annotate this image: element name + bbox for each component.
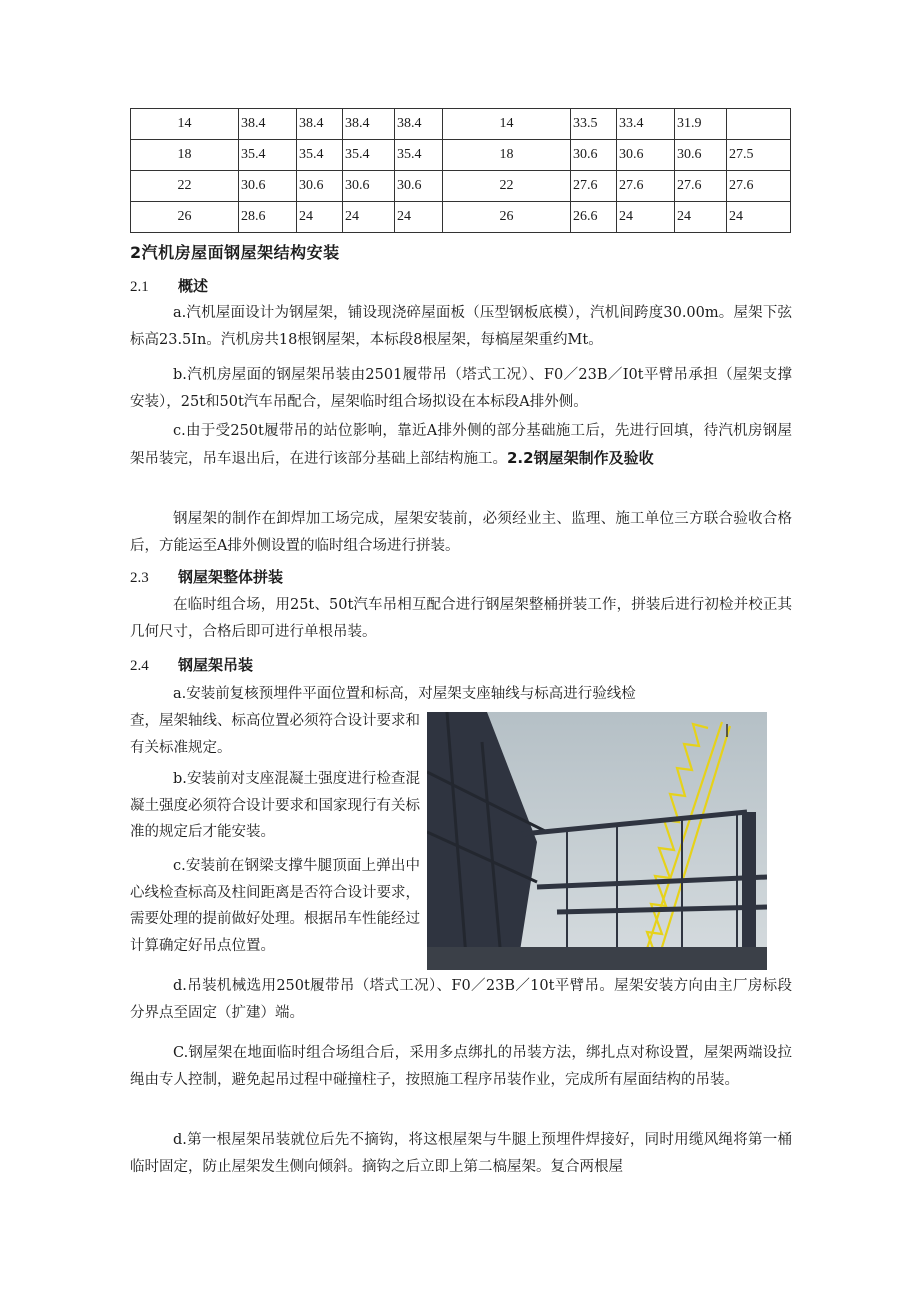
table-row [131, 140, 791, 171]
section-number: 2.1 [130, 279, 149, 295]
table-cell: 35.4 [239, 140, 297, 171]
table-cell: 27.6 [727, 171, 791, 202]
table-cell: 38.4 [343, 109, 395, 140]
table-row [131, 171, 791, 202]
paragraph-text: c.由于受250t履带吊的站位影响，靠近A排外侧的部分基础施工后，先进行回填，待汽机房钢屋架吊装完，吊车退出后，在进行该部分基础上部结构施工。 [130, 423, 792, 467]
table-cell: 24 [343, 202, 395, 233]
section-title: 概述 [178, 277, 209, 295]
table-cell: 18 [131, 140, 239, 171]
table-cell: 22 [443, 171, 571, 202]
table-cell: 28.6 [239, 202, 297, 233]
section-heading-2-4 [130, 654, 253, 675]
table-cell: 26 [443, 202, 571, 233]
table-cell: 24 [617, 202, 675, 233]
table-cell: 24 [675, 202, 727, 233]
section-heading-2-2: 2.2钢屋架制作及验收 [507, 448, 654, 467]
table-cell: 14 [131, 109, 239, 140]
table-cell: 24 [395, 202, 443, 233]
table-cell: 31.9 [675, 109, 727, 140]
table-cell: 22 [131, 171, 239, 202]
table-cell: 27.6 [571, 171, 617, 202]
table-cell: 26.6 [571, 202, 617, 233]
table-body [131, 109, 791, 233]
paragraph-2-4-b: b.安装前对支座混凝土强度进行检查混凝土强度必须符合设计要求和国家现行有关标准的规定后才能安装。 [130, 771, 420, 840]
load-table [130, 108, 791, 233]
table-cell: 35.4 [343, 140, 395, 171]
section-number: 2.4 [130, 658, 149, 674]
crane-construction-photo [427, 712, 767, 970]
section-title: 钢屋架吊装 [178, 656, 254, 674]
table-cell: 26 [131, 202, 239, 233]
table-cell: 30.6 [395, 171, 443, 202]
table-cell: 30.6 [239, 171, 297, 202]
table-cell: 38.4 [239, 109, 297, 140]
paragraph-2-4-d: d.吊装机械选用250t履带吊（塔式工况）、F0／23B／10t平臂吊。屋架安装方向由主厂房标段分界点至固定（扩建）端。 [130, 978, 792, 1021]
section-heading-2-3 [130, 566, 283, 587]
section-title: 钢屋架整体拼装 [178, 568, 284, 586]
paragraph-2-4-C: C.钢屋架在地面临时组合场组合后，采用多点绑扎的吊装方法，绑扎点对称设置，屋架两端设拉绳由专人控制，避免起吊过程中碰撞柱子，按照施工程序吊装作业，完成所有屋面结构的吊装。 [130, 1045, 792, 1088]
table-cell: 24 [727, 202, 791, 233]
paragraph-2-1-a: a.汽机屋面设计为钢屋架，铺设现浇碎屋面板（压型钢板底模），汽机间跨度30.00m。屋架下弦标高23.5In。汽机房共18根钢屋架，本标段8根屋架，每槁屋架重约Mt。 [130, 305, 792, 348]
section-heading-2: 2汽机房屋面钢屋架结构安装 [130, 243, 340, 262]
table-cell: 18 [443, 140, 571, 171]
table-cell: 30.6 [617, 140, 675, 171]
table-cell: 30.6 [297, 171, 343, 202]
table-cell: 14 [443, 109, 571, 140]
section-heading-2-1 [130, 275, 208, 296]
section-number: 2.3 [130, 570, 149, 586]
table-cell: 33.5 [571, 109, 617, 140]
table-cell: 27.6 [675, 171, 727, 202]
paragraph-2-3: 在临时组合场，用25t、50t汽车吊相互配合进行钢屋架整桶拼装工作，拼装后进行初检并校正其几何尺寸，合格后即可进行单根吊装。 [130, 597, 792, 640]
table-cell: 33.4 [617, 109, 675, 140]
table-row [131, 202, 791, 233]
table-cell: 38.4 [297, 109, 343, 140]
table-cell: 35.4 [297, 140, 343, 171]
table-cell: 30.6 [571, 140, 617, 171]
table-cell: 30.6 [675, 140, 727, 171]
paragraph-2-1-b: b.汽机房屋面的钢屋架吊装由2501履带吊（塔式工况）、F0／23B／I0t平臂吊承担（屋架支撑安装），25t和50t汽车吊配合，屋架临时组合场拟设在本标段A排外侧。 [130, 367, 792, 410]
table-cell: 24 [297, 202, 343, 233]
table-cell: 27.6 [617, 171, 675, 202]
steel-truss-photo-graphic [427, 712, 767, 970]
table-cell [727, 109, 791, 140]
table-cell: 27.5 [727, 140, 791, 171]
table-cell: 30.6 [343, 171, 395, 202]
table-cell: 35.4 [395, 140, 443, 171]
paragraph-2-2: 钢屋架的制作在卸焊加工场完成，屋架安装前，必须经业主、监理、施工单位三方联合验收合格后，方能运至A排外侧设置的临时组合场进行拼装。 [130, 511, 792, 554]
paragraph-2-1-c [130, 418, 792, 472]
table-cell: 38.4 [395, 109, 443, 140]
paragraph-2-4-d2: d.第一根屋架吊装就位后先不摘钩，将这根屋架与牛腿上预埋件焊接好，同时用缆风绳将第一桶临时固定，防止屋架发生侧向倾斜。摘钩之后立即上第二槁屋架。复合两根屋 [130, 1132, 792, 1175]
paragraph-2-4-a-line1: a.安装前复核预埋件平面位置和标高，对屋架支座轴线与标高进行验线检 [173, 686, 636, 702]
paragraph-2-4-c: c.安装前在钢梁支撑牛腿顶面上弹出中心线检查标高及柱间距离是否符合设计要求，需要处理的提前做好处理。根据吊车性能经过计算确定好吊点位置。 [130, 858, 420, 954]
table-row [131, 109, 791, 140]
paragraph-2-4-a-line2: 查，屋架轴线、标高位置必须符合设计要求和有关标准规定。 [130, 713, 420, 756]
